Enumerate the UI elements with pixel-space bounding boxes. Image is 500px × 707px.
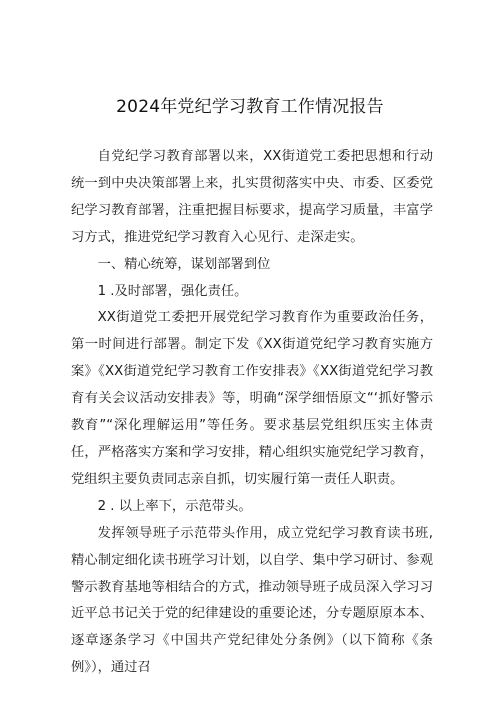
- document-body: [71, 144, 433, 682]
- intro-paragraph: 自党纪学习教育部署以来，XX街道党工委把思想和行动统一到中央决策部署上来，扎实贯彻落实中央、市委、区委党纪学习教育部署，注重把握目标要求，提高学习质量，丰富学习方式，推进党纪学习教育入心见行、走深走实。: [71, 149, 433, 245]
- subheading-1: 1 .及时部署，强化责任。: [97, 283, 248, 299]
- section-heading-1: 一、精心统筹，谋划部署到位: [97, 256, 271, 272]
- subheading-2: 2 . 以上率下，示范带头。: [97, 498, 252, 514]
- paragraph-leadership: 发挥领导班子示范带头作用，成立党纪学习教育读书班,精心制定细化读书班学习计划，以自学、集中学习研讨、参观警示教育基地等相结合的方式，推动领导班子成员深入学习习近平总书记关于党的纪律建设的重要论述，分专题原原本本、逐章逐条学习《中国共产党纪律处分条例》（以下简称《条例》），通过召: [71, 525, 433, 676]
- document-title: 2024年党纪学习教育工作情况报告: [116, 97, 384, 117]
- paragraph-deployment: XX街道党工委把开展党纪学习教育作为重要政治任务，第一时间进行部署。制定下发《XX街道党纪学习教育实施方案》《XX街道党纪学习教育工作安排表》《XX街道党纪学习教育有关会议活动安排表》等，明确“深学细悟原文“‘抓好警示教育”“深化理解运用”等任务。要求基层党组织压实主体责任，严格落实方案和学习安排，精心组织实施党纪学习教育，党组织主要负责同志亲自抓，切实履行第一责任人职责。: [71, 310, 433, 487]
